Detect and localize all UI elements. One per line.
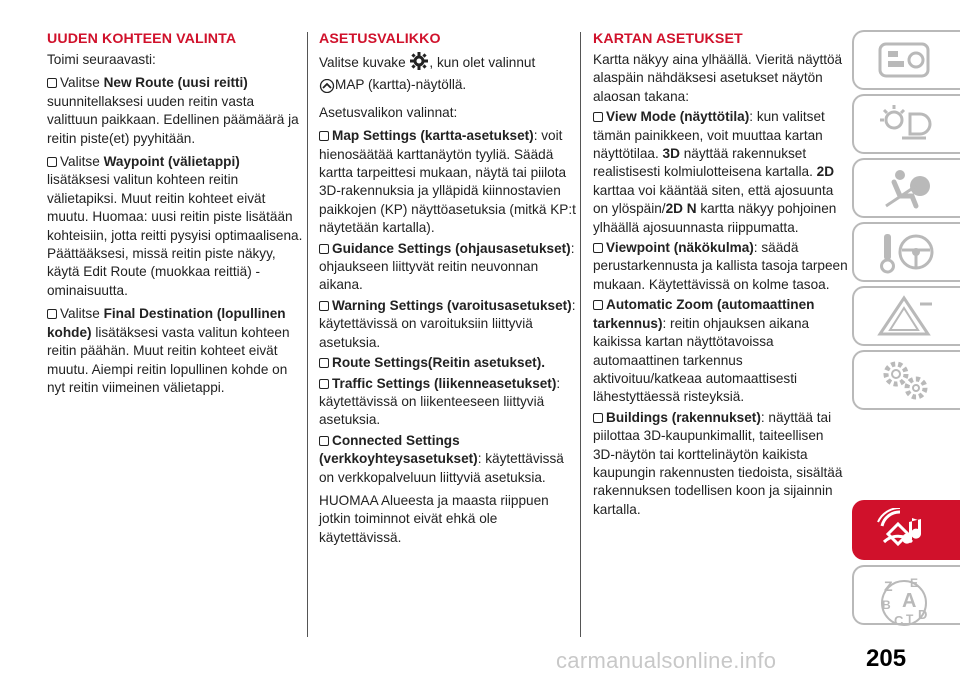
lights-warning-icon (876, 102, 936, 148)
section-heading: UUDEN KOHTEEN VALINTA (47, 31, 237, 47)
checkbox-bullet-icon (319, 436, 329, 446)
column-divider (580, 32, 581, 637)
list-item: Route Settings(Reitin asetukset). (319, 354, 577, 372)
tab-dashboard[interactable] (852, 30, 960, 90)
section-heading: KARTAN ASETUKSET (593, 31, 743, 47)
tab-safety[interactable] (852, 158, 960, 218)
gear-icon (409, 51, 429, 76)
list-item: Traffic Settings (liikenneasetukset): käytettävissä on liikenteeseen liittyviä asetuksia. (319, 375, 561, 428)
checkbox-bullet-icon (47, 309, 57, 319)
page-number: 205 (866, 645, 907, 672)
dashboard-icon (876, 38, 936, 84)
list-intro: Asetusvalikon valinnat: (319, 104, 458, 120)
tab-multimedia[interactable] (852, 500, 960, 560)
checkbox-bullet-icon (319, 131, 329, 141)
list-item: Valitse Waypoint (välietappi) lisätäksesi valitun kohteen reitin välietapiksi. Muut reitin kohteet eivät muutu. Huomaa: uusi reitin piste lisätään kohteisiin, jotta reitti pysyisi optimaalisena. Päättääksesi, missä reitin piste näkyy, käytä Edit Route (muokkaa reittiä) -ominaisuutta. (47, 154, 303, 298)
intro-text: Valitse kuvake , kun olet valinnut MAP (kartta)-näytöllä. (319, 51, 577, 99)
checkbox-bullet-icon (593, 413, 603, 423)
svg-text:T: T (906, 612, 914, 626)
svg-text:A: A (902, 590, 917, 612)
multimedia-icon (876, 508, 936, 558)
list-item: Buildings (rakennukset): näyttää tai piilottaa 3D-kaupunkimallit, taiteellisen 3D-näytön tai korttelinäytön kaikista kaupungin rakennusten tiedoista, sisältää rakennuksen todellisen koon ja sijainnin kartalla. (593, 409, 843, 517)
watermark: carmanualsonline.info (556, 648, 777, 673)
svg-text:E: E (910, 576, 919, 590)
list-item: Connected Settings (verkkoyhteysasetukset): käytettävissä on verkkopalveluun liittyviä asetuksia. (319, 432, 564, 485)
chevron-up-icon (319, 79, 335, 98)
section-heading: ASETUSVALIKKO (319, 31, 441, 47)
checkbox-bullet-icon (319, 244, 329, 254)
note-text: HUOMAA Alueesta ja maasta riippuen jotkin toiminnot eivät ehkä ole käytettävissä. (319, 492, 549, 545)
checkbox-bullet-icon (593, 112, 603, 122)
list-item: View Mode (näyttötila): kun valitset tämän painikkeen, voit muuttaa kartan näyttötilaa. 3D näyttää rakennukset realistisesti kolmiulotteisena kartalla. 2D karttaa voi kääntää siten, että ajosuunta on ylöspäin/2D N kartta näkyy pohjoinen ylhäällä ajosuunnasta riippumatta. (593, 109, 837, 235)
intro-text: Kartta näkyy aina ylhäällä. Vieritä näyttöä alaspäin nähdäksesi asetukset näytön alaosan takana: (593, 52, 843, 104)
list-item: Valitse Final Destination (lopullinen kohde) lisätäksesi vasta valitun kohteen reitin päähän. Muut reitin kohteet eivät muutu. Aiempi reitin lopullinen kohde on nyt reitin viimeinen välietappi. (47, 306, 290, 395)
svg-text:B: B (882, 598, 891, 612)
column-map-settings (593, 30, 848, 524)
tab-lights[interactable] (852, 94, 960, 154)
list-item: Automatic Zoom (automaattinen tarkennus): reitin ohjauksen aikana kaikissa kartan näyttötavoissa automaattinen tarkennus aktivoituu/katkeaa automaattisesti lähestyttäessä risteyksiä. (593, 297, 815, 405)
checkbox-bullet-icon (593, 300, 603, 310)
checkbox-bullet-icon (593, 243, 603, 253)
column-new-destination (47, 30, 305, 402)
list-item: Viewpoint (näkökulma): säädä perustarkennusta ja kallista tasoja tarpeen mukaan. Käytettävissä on kolme tasoa. (593, 240, 848, 292)
checkbox-bullet-icon (47, 78, 57, 88)
tab-starting-driving[interactable] (852, 222, 960, 282)
list-item: Valitse New Route (uusi reitti) suunnitellaksesi uuden reitin vasta valittuun paikkaan. Edellinen päämäärä ja reitin piste(et) pyyhitään. (47, 75, 299, 146)
tab-index[interactable] (852, 565, 960, 628)
checkbox-bullet-icon (319, 379, 329, 389)
column-settings-menu (319, 30, 577, 552)
checkbox-bullet-icon (319, 358, 329, 368)
svg-text:Z: Z (884, 578, 893, 594)
svg-text:D: D (918, 607, 928, 622)
tab-emergency[interactable] (852, 286, 960, 346)
checkbox-bullet-icon (47, 157, 57, 167)
gears-icon (876, 358, 936, 404)
column-divider (307, 32, 308, 637)
airbag-person-icon (876, 166, 936, 212)
list-item: Map Settings (kartta-asetukset): voit hienosäätää karttanäytön tyyliä. Säädä kartta tarpeittesi mukaan, näytä tai piilota 3D-rakennuksia ja ylläpidä kiinnostavien paikkojen (KP) näyttöasetuksia (mitkä KP:t näytetään kartalla). (319, 128, 576, 236)
intro-text: Toimi seuraavasti: (47, 52, 156, 67)
tab-maintenance[interactable] (852, 350, 960, 410)
checkbox-bullet-icon (319, 301, 329, 311)
alphabet-index-icon (876, 573, 936, 629)
list-item: Warning Settings (varoitusasetukset): käytettävissä on varoituksiin liittyviä asetuksia. (319, 297, 576, 350)
svg-text:C: C (894, 613, 904, 628)
warning-triangle-icon (876, 294, 936, 340)
key-steering-icon (876, 230, 936, 276)
list-item: Guidance Settings (ohjausasetukset): ohjaukseen liittyvät reitin neuvonnan aikana. (319, 240, 575, 293)
